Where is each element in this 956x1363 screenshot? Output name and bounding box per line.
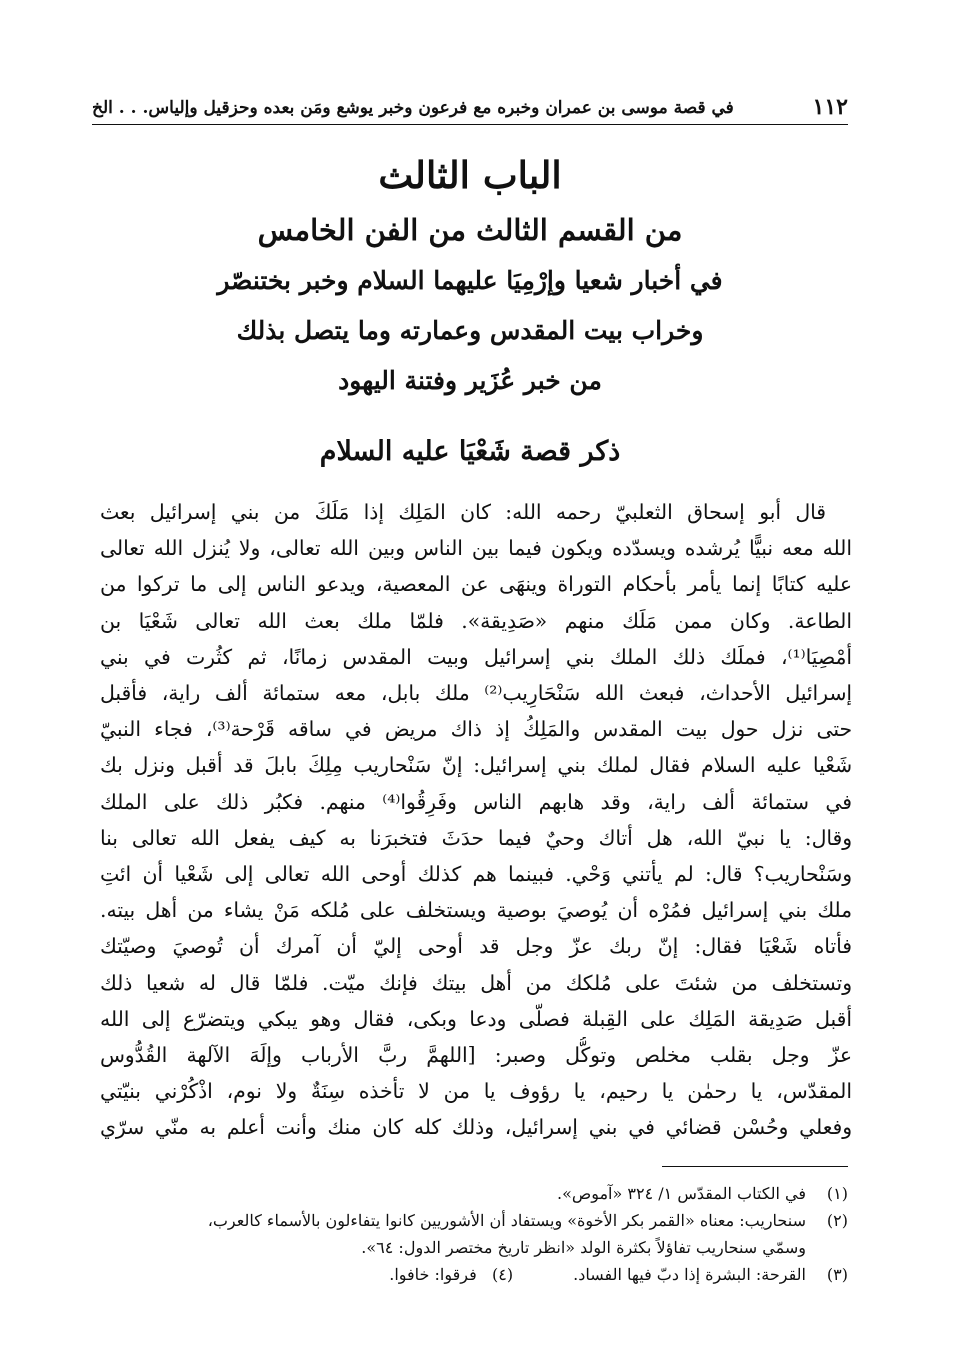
footnote-text: في الكتاب المقدّس ١/ ٣٢٤ «آموص». [557, 1184, 806, 1203]
body-line: في ستمائة ألف راية، وقد هابهم الناس وفَرِقُوا⁽⁴⁾ منهم. فكبُر ذلك على الملك [100, 789, 852, 814]
body-line: إسرائيل الأحداث، فبعث الله سَنْحَارِيب⁽²⁾ ملك بابل، معه ستمائة ألف راية، فأقبل [100, 681, 852, 706]
body-line: الله معه نبيًّا يُرشده ويسدّده ويكون فيما بين الناس وبين الله تعالى، ولا يُنزل الله تعالى [100, 536, 852, 561]
body-line: عزّ وجل بقلب مخلص وتوكُّل وصبر: [اللهمَّ ربَّ الأرباب وإلَهَ الآلهة القُدُّوس [100, 1043, 852, 1068]
footnote-number: (٣) [826, 1265, 848, 1284]
footnote-number: (٢) [826, 1211, 848, 1230]
section-title: ذكر قصة شَعْيَا عليه السلام [319, 436, 621, 467]
subtitle-line-3: من خبر عُزَير وفتنة اليهود [338, 366, 602, 395]
part-title: من القسم الثالث من الفن الخامس [257, 213, 683, 247]
subtitle-line-2: وخراب بيت المقدس وعمارته وما يتصل بذلك [236, 316, 704, 345]
footnote-3-4 [96, 1261, 848, 1288]
footnote-text: فرقوا: خافوا. [389, 1265, 477, 1284]
footnote-text: سنحاريب: معناه «القمر بكر الأخوة» ويستفاد أن الأشوريين كانوا يتفاءلون بالأسماء كالعرب، [207, 1211, 806, 1230]
footnotes [96, 1180, 848, 1288]
subtitle-line-1: في أخبار شعيا وإرْمِيَا عليهما السلام وخبر بختنصّر [217, 266, 723, 295]
body-line: وقال: يا نبيّ الله، هل أتاك وحيٌ فيما حدَثَ فتخبرَنا به كيف يفعل الله تعالى بنا [100, 825, 852, 850]
body-line: وسَنْحاريب؟ قال: لم يأتني وَحْي. فبينما هم كذلك أوحى الله تعالى إلى شَعْيا أن ائتِ [100, 862, 852, 887]
body-line: قال أبو إسحاق الثعلبيّ رحمه الله: كان المَلِك إذا مَلَكَ من بني إسرائيل بعث [100, 500, 826, 524]
footnote-number: (١) [826, 1184, 848, 1203]
body-line: أقبل صَدِيقة المَلِك على القِبلة فصلّى ودعا وبكى، فقال وهو يبكي ويتضرّع إلى الله [100, 1006, 852, 1031]
footnote-1 [96, 1180, 848, 1207]
footnote-text: القرحة: البشرة إذا دبّ فيها الفساد. [573, 1265, 806, 1284]
body-line: شَعْيا عليه السلام فقال لملك بني إسرائيل: إنّ سَنْحاريب مِلِكَ بابلَ قد أقبل ونزل بك [100, 753, 852, 778]
body-line: المقدّس، يا رحمٰن يا رحيم، يا رؤوف يا من لا تأخذه سِنَةٌ ولا نوم، اذْكُرْني بنيّتي [100, 1079, 852, 1104]
body-line: عليه كتابًا إنما يأمر بأحكام التوراة وينهَى عن المعصية، ويدعو الناس إلى ما تركوا من [100, 572, 852, 597]
running-title: في قصة موسى بن عمران وخبره مع فرعون وخبر يوشع ومَن بعده وحزقيل وإلياس. . . الخ [92, 98, 734, 118]
body-line: وتستخلف من شئتَ على مُلكك من أهل بيتك فإنك ميّت. فلمّا قال له شعيا ذلك [100, 970, 852, 995]
body-line: فأتاه شَعْيَا فقال: إنّ ربك عزّ وجل قد أوحى إليّ أن آمرك أن تُوصيَ وصيّتك [100, 934, 852, 959]
footnote-2 [96, 1207, 848, 1234]
chapter-titles [92, 146, 848, 406]
body-line: أمْصِيَا⁽¹⁾، فملَك ذلك الملك بني إسرائيل وبيت المقدس زمانًا، ثم كثُرت في بني [100, 644, 852, 669]
page-number: ١١٢ [812, 94, 848, 120]
footnote-rule [662, 1166, 848, 1167]
running-header [92, 84, 848, 125]
chapter-title: الباب الثالث [378, 153, 562, 197]
footnote-number: (٤) [492, 1265, 514, 1284]
body-line: وفعلي وحُسْن قضائي في بني إسرائيل، وذلك كله كان منك وأنت أعلم به منّي سرّي [100, 1115, 852, 1140]
body-line: الطاعة. وكان ممن مَلَك منهم «صَدِيقة». فلمّا ملك بعث الله تعالى شَعْيَا بن [100, 608, 852, 633]
body-text [100, 494, 852, 1146]
body-line: حتى نزل حول بيت المقدس والمَلِكُ إذ ذاك مريض في ساقه قَرْحة⁽³⁾، فجاء النبيّ [100, 717, 852, 742]
footnote-2-continuation: وسمّي سنحاريب تفاؤلاً بكثرة الولد «انظر تاريخ مختصر الدول: ٦٤». [361, 1238, 806, 1257]
body-line: ملك بني إسرائيل فمُرْه أن يُوصيَ بوصية ويستخلف على مُلكه مَنْ يشاء من أهل بيته. [100, 898, 852, 923]
